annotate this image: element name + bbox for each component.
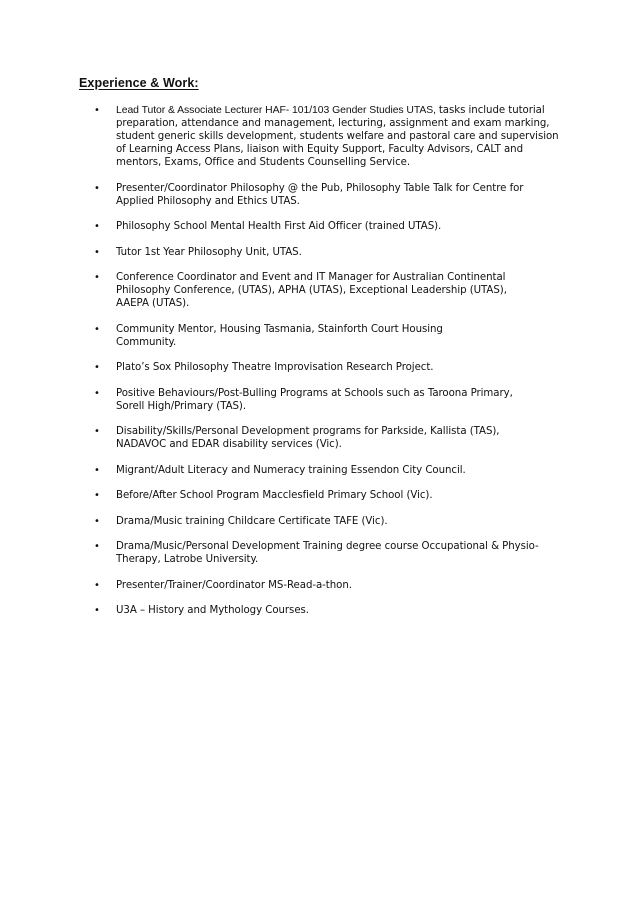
list-item [0, 464, 638, 477]
list-item [0, 220, 638, 233]
bullet: • [94, 323, 100, 335]
section-heading: Experience & Work: [79, 76, 199, 90]
list-item-text: Positive Behaviours/Post-Bulling Programs at Schools such as Taroona Primary, Sorell High/Primary (TAS). [116, 387, 513, 412]
list-item-text: Migrant/Adult Literacy and Numeracy training Essendon City Council. [116, 464, 466, 476]
list-item-text: Conference Coordinator and Event and IT Manager for Australian Continental Philosophy Conference, (UTAS), APHA (UTAS), Exceptional Leadership (UTAS), AAEPA (UTAS). [116, 272, 507, 309]
list-item-text: Disability/Skills/Personal Development programs for Parkside, Kallista (TAS), NADAVOC and EDAR disability services (Vic). [116, 426, 500, 450]
bullet: • [94, 272, 100, 283]
list-item [0, 104, 638, 169]
list-item [0, 271, 638, 310]
list-item [0, 425, 638, 451]
list-item-text: Philosophy School Mental Health First Aid Officer (trained UTAS). [116, 221, 442, 232]
list-item-text: Drama/Music training Childcare Certificate TAFE (Vic). [116, 515, 388, 527]
bullet: • [94, 541, 100, 552]
list-item [0, 579, 638, 592]
list-item [0, 323, 638, 349]
list-item [0, 489, 638, 502]
bullet: • [94, 464, 100, 476]
bullet: • [94, 105, 100, 116]
experience-list [0, 104, 638, 630]
list-item-text [116, 104, 564, 169]
list-item-text: Plato’s Sox Philosophy Theatre Improvisation Research Project. [116, 362, 434, 373]
bullet: • [94, 362, 100, 373]
bullet: • [94, 490, 100, 501]
list-item-text: Tutor 1st Year Philosophy Unit, UTAS. [116, 246, 302, 258]
list-item [0, 182, 638, 208]
list-item [0, 361, 638, 374]
bullet: • [94, 182, 100, 194]
list-item [0, 515, 638, 528]
list-item [0, 540, 638, 566]
bullet: • [94, 605, 100, 616]
list-item-text: Drama/Music/Personal Development Training degree course Occupational & Physio-Therapy, Latrobe University. [116, 541, 539, 565]
bullet: • [94, 426, 100, 437]
list-item-text: U3A – History and Mythology Courses. [116, 605, 309, 616]
bullet: • [94, 387, 100, 399]
list-item-text: Presenter/Coordinator Philosophy @ the Pub, Philosophy Table Talk for Centre for Applied Philosophy and Ethics UTAS. [116, 182, 524, 207]
bullet: • [94, 515, 100, 527]
list-item-text: Before/After School Program Macclesfield Primary School (Vic). [116, 490, 433, 501]
list-item [0, 246, 638, 259]
list-item [0, 604, 638, 617]
bullet: • [94, 246, 100, 258]
list-item-text: Community Mentor, Housing Tasmania, Stainforth Court Housing Community. [116, 323, 443, 348]
list-item-lead-text: Lead Tutor & Associate Lecturer HAF- 101/103 Gender Studies UTAS, [116, 105, 439, 116]
list-item-text: Presenter/Trainer/Coordinator MS-Read-a-thon. [116, 579, 352, 591]
bullet: • [94, 579, 100, 591]
list-item-body-text: tasks include tutorial preparation, attendance and management, lecturing, assignment and exam marking, student generic skills development, students welfare and pastoral care and supervision of Learning Access Plans, liaison with Equity Support, Faculty Advisors, CALT and mentors, Exams, Office and Students Counselling Service. [116, 105, 559, 168]
bullet: • [94, 221, 100, 232]
list-item [0, 387, 638, 413]
